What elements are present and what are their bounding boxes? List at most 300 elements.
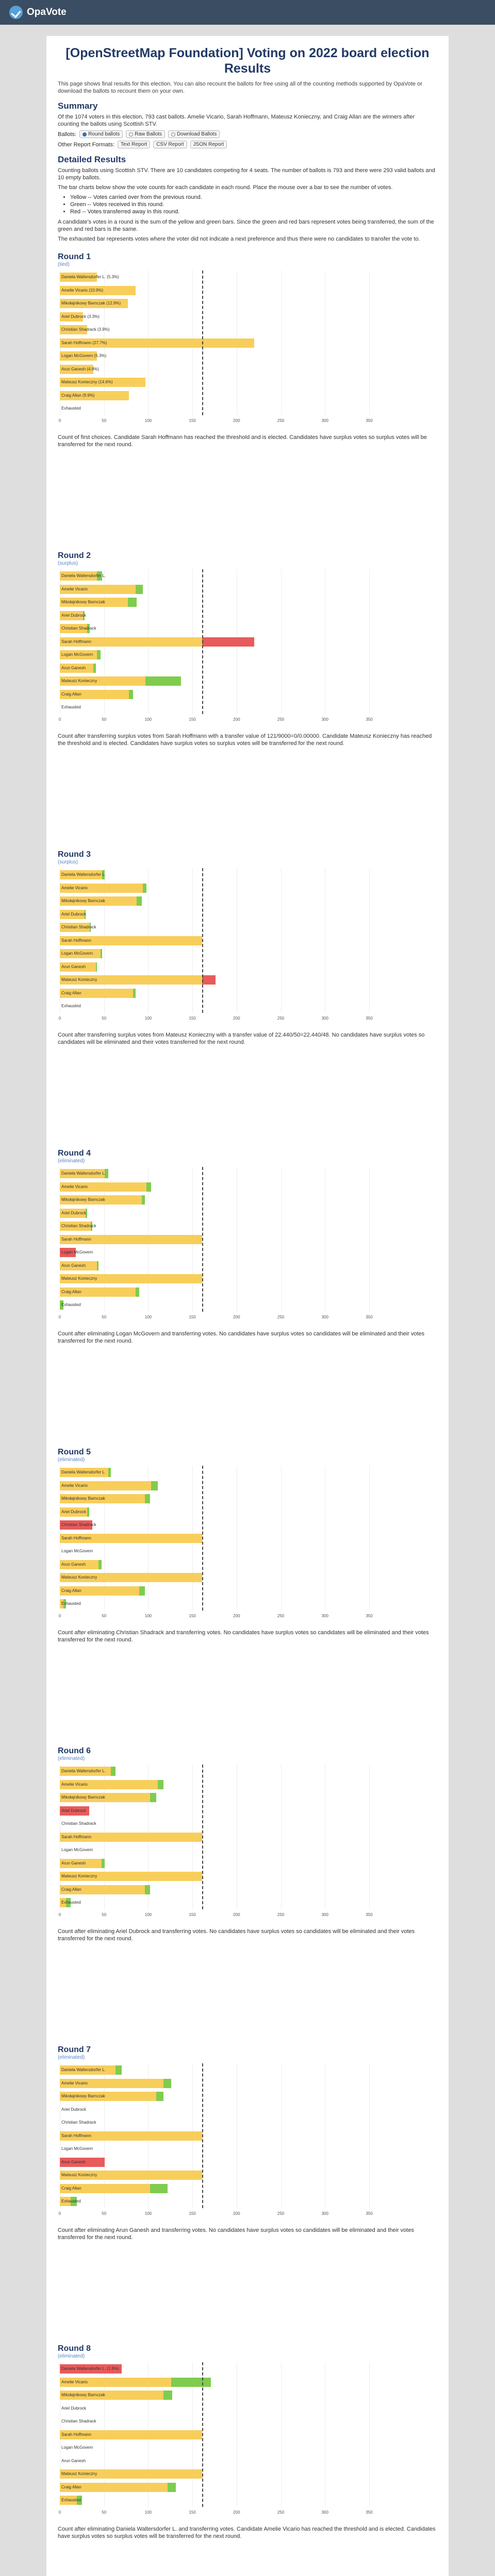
received-bar[interactable]	[158, 1780, 163, 1789]
candidate-label: Sarah Hoffmann	[61, 2432, 92, 2437]
received-bar[interactable]	[151, 1481, 158, 1490]
candidate-row	[60, 1466, 369, 1479]
candidate-row	[60, 1843, 369, 1857]
round-subtitle[interactable]: (tied)	[58, 262, 70, 267]
candidate-label: Mikołajnikowy Barnczak	[61, 600, 105, 604]
candidate-row	[60, 2376, 369, 2389]
opavote-logo-icon[interactable]	[9, 6, 23, 19]
candidate-row	[60, 973, 369, 987]
x-tick-label: 300	[321, 1912, 328, 1917]
x-tick-label: 150	[189, 1015, 196, 1021]
round-note: Count after eliminating Christian Shadrack and transferring votes. No candidates have surplus votes so candidates will be eliminated and their votes transferred for the next round.	[58, 1629, 429, 1643]
x-tick-label: 250	[277, 1314, 285, 1319]
x-tick-label: 50	[102, 2211, 107, 2216]
x-tick-label: 250	[277, 2211, 285, 2216]
candidate-label: Mateusz Konieczny	[61, 1276, 97, 1281]
candidate-row	[60, 297, 369, 310]
candidate-row	[60, 662, 369, 675]
page-title: [OpenStreetMap Foundation] Voting on 2022 board election Results	[65, 46, 430, 76]
received-bar[interactable]	[163, 2079, 171, 2088]
candidate-row	[60, 1558, 369, 1571]
gridline	[369, 2362, 370, 2507]
candidate-row	[60, 1817, 369, 1831]
candidate-row	[60, 1479, 369, 1493]
received-bar[interactable]	[150, 1793, 156, 1802]
candidate-label: Daniela Waltersdorfer L.	[61, 573, 106, 578]
received-bar[interactable]	[108, 1468, 111, 1477]
round-bar-chart	[58, 569, 373, 730]
round-section	[58, 544, 437, 843]
candidate-row	[60, 336, 369, 350]
summary-text: Of the 1074 voters in this election, 793 cast ballots. Amelie Vicario, Sarah Hoffmann, Mateusz Konieczny, and Craig Allan are the winners after counting the ballots using Scottish STV.	[58, 114, 415, 127]
candidate-row	[60, 999, 369, 1013]
candidate-label: Mateusz Konieczny	[61, 2173, 97, 2177]
x-tick-label: 250	[277, 717, 285, 722]
candidate-row	[60, 1167, 369, 1180]
x-tick-label: 300	[321, 2510, 328, 2515]
round-section	[58, 1440, 437, 1739]
round-section	[58, 2038, 437, 2337]
candidate-row	[60, 1857, 369, 1870]
candidate-row	[60, 2168, 369, 2182]
round-title: Round 2	[58, 551, 91, 560]
round-subtitle[interactable]: (surplus)	[58, 859, 78, 865]
round-section	[58, 1739, 437, 2038]
x-tick-label: 200	[233, 1314, 240, 1319]
candidate-label: Mateusz Konieczny (14.6%)	[61, 380, 113, 384]
candidate-row	[60, 1584, 369, 1598]
round-subtitle[interactable]: (eliminated)	[58, 2353, 85, 2359]
candidate-label: Craig Allan	[61, 2185, 81, 2191]
x-tick-label: 200	[233, 1613, 240, 1618]
received-bar[interactable]	[136, 1287, 139, 1297]
candidate-label: Amelie Vicario	[61, 2379, 88, 2384]
candidate-row	[60, 960, 369, 974]
ballots-row	[58, 130, 437, 138]
candidate-label: Craig Allan	[61, 1289, 81, 1294]
candidate-label: Logan McGovern	[61, 951, 93, 956]
candidate-label: Amelie Vicario	[61, 1782, 88, 1787]
ballots-label: Ballots:	[58, 131, 77, 138]
round-subtitle[interactable]: (eliminated)	[58, 1158, 85, 1164]
candidate-label: Craig Allan	[61, 2484, 81, 2489]
x-tick-label: 100	[144, 2211, 152, 2216]
received-bar[interactable]	[97, 650, 101, 659]
candidate-label: Ariel Dubrock	[61, 911, 87, 917]
received-bar[interactable]	[136, 585, 143, 594]
candidate-label: Exhausted	[61, 406, 81, 411]
candidate-label: Mikołajnikowy Barnczak	[61, 1795, 105, 1800]
x-tick-label: 100	[144, 418, 152, 423]
candidate-row	[60, 1193, 369, 1207]
round-title: Round 4	[58, 1149, 91, 1158]
x-tick-label: 50	[102, 1015, 107, 1021]
round-section	[58, 843, 437, 1142]
received-bar[interactable]	[98, 1560, 101, 1569]
x-tick-label: 300	[321, 1314, 328, 1319]
candidate-row	[60, 2388, 369, 2402]
candidate-label: Sarah Hoffmann	[61, 2133, 92, 2138]
gridline	[369, 1466, 370, 1611]
x-tick-label: 50	[102, 1314, 107, 1319]
x-tick-label: 350	[366, 1015, 373, 1021]
gridline	[369, 569, 370, 714]
x-tick-label: 250	[277, 418, 285, 423]
candidate-row	[60, 609, 369, 622]
candidate-row	[60, 2362, 369, 2376]
x-tick-label: 150	[189, 2510, 196, 2515]
candidate-row	[60, 389, 369, 402]
received-bar[interactable]	[145, 676, 181, 686]
candidate-label: Amelie Vicario (10.9%)	[61, 287, 104, 293]
candidate-label: Mateusz Konieczny	[61, 679, 97, 683]
x-tick-label: 300	[321, 1613, 328, 1618]
download-ballots-button[interactable]: Download Ballots	[168, 130, 220, 138]
candidate-label: Arun Ganesh (4.8%)	[61, 366, 99, 371]
candidate-label: Arun Ganesh	[61, 2159, 86, 2164]
candidate-row	[60, 596, 369, 609]
candidate-row	[60, 1571, 369, 1584]
candidate-row	[60, 1791, 369, 1804]
candidate-row	[60, 2481, 369, 2494]
round-note: Count after eliminating Arun Ganesh and transferring votes. No candidates have surplus votes so candidates will be eliminated and their votes transferred for the next round.	[58, 2227, 414, 2241]
candidate-label: Exhausted	[61, 2498, 81, 2502]
candidate-row	[60, 349, 369, 363]
candidate-label: Ariel Dubrock	[61, 1509, 87, 1514]
candidate-label: Sarah Hoffmann	[61, 1236, 92, 1242]
candidate-row	[60, 1492, 369, 1505]
round-title: Round 7	[58, 2045, 91, 2054]
x-tick-label: 100	[144, 1015, 152, 1021]
detailed-heading: Detailed Results	[58, 155, 126, 164]
gridline	[369, 1765, 370, 1909]
gridline	[369, 1167, 370, 1312]
transferred-bar[interactable]	[202, 975, 216, 985]
candidate-row	[60, 1505, 369, 1519]
received-bar[interactable]	[137, 896, 142, 906]
candidate-row	[60, 2129, 369, 2143]
candidate-label: Craig Allan	[61, 691, 81, 697]
x-tick-label: 350	[366, 2211, 373, 2216]
text-report-button[interactable]: Text Report	[118, 141, 150, 148]
candidate-label: Sarah Hoffmann	[61, 1535, 92, 1540]
received-bar[interactable]	[111, 1767, 116, 1776]
candidate-row	[60, 908, 369, 921]
detailed-p2: The bar charts below show the vote counts for each candidate in each round. Place the mouse over a bar to see the number of votes.	[58, 184, 393, 191]
rounds-container	[58, 245, 437, 2576]
candidate-label: Daniela Waltersdorfer L.	[61, 872, 106, 877]
x-tick-label: 150	[189, 2211, 196, 2216]
received-bar[interactable]	[96, 962, 97, 972]
round-note: Count of first choices. Candidate Sarah Hoffmann has reached the threshold and is elected. Candidates have surplus votes so surplus votes will be transferred for the next round.	[58, 434, 427, 448]
candidate-label: Mikołajnikowy Barnczak	[61, 899, 105, 903]
csv-report-button[interactable]: CSV Report	[153, 141, 187, 148]
candidate-label: Exhausted	[61, 705, 81, 709]
x-tick-label: 100	[144, 1314, 152, 1319]
received-bar[interactable]	[163, 2391, 172, 2400]
candidate-label: Logan McGovern	[61, 652, 93, 657]
candidate-label: Christian Shadrack	[61, 2120, 96, 2125]
candidate-row	[60, 921, 369, 934]
candidate-row	[60, 2077, 369, 2090]
received-bar[interactable]	[128, 598, 137, 607]
round-note: Count after eliminating Daniela Waltersdorfer L. and transferring votes. Candidate Amelie Vicario has reached the threshold and is elected. Candidates have surplus votes so surplus votes will be transferred for the next round.	[58, 2526, 436, 2539]
x-tick-label: 50	[102, 1912, 107, 1917]
candidate-row	[60, 1765, 369, 1778]
candidate-label: Arun Ganesh	[61, 964, 86, 969]
threshold-line	[202, 2063, 203, 2208]
candidate-label: Ariel Dubrock	[61, 1808, 87, 1813]
x-tick-label: 0	[58, 1015, 61, 1021]
candidate-row	[60, 1870, 369, 1883]
candidate-label: Sarah Hoffmann	[61, 639, 92, 644]
x-tick-label: 150	[189, 1912, 196, 1917]
threshold-line	[202, 569, 203, 714]
raw-ballots-button[interactable]: Raw Ballots	[126, 130, 165, 138]
candidate-label: Daniela Waltersdorfer L.	[61, 1769, 106, 1773]
candidate-row	[60, 1272, 369, 1285]
candidate-row	[60, 2195, 369, 2208]
candidate-row	[60, 2142, 369, 2156]
candidate-row	[60, 1285, 369, 1299]
x-tick-label: 100	[144, 717, 152, 722]
top-navbar	[0, 0, 495, 25]
round-bar-chart	[58, 1167, 373, 1327]
candidate-label: Daniela Waltersdorfer L. (5.3%)	[61, 275, 119, 279]
x-tick-label: 50	[102, 2510, 107, 2515]
round-bar-chart	[58, 1466, 373, 1626]
threshold-line	[202, 2362, 203, 2507]
radio-icon	[171, 132, 175, 137]
x-tick-label: 0	[58, 2211, 61, 2216]
candidate-row	[60, 2090, 369, 2103]
x-tick-label: 100	[144, 1613, 152, 1618]
candidate-label: Exhausted	[61, 1900, 81, 1905]
threshold-line	[202, 1765, 203, 1909]
received-bar[interactable]	[102, 1859, 105, 1868]
candidate-row	[60, 1883, 369, 1896]
x-tick-label: 0	[58, 717, 61, 722]
candidate-label: Daniela Waltersdorfer L.	[61, 1470, 106, 1475]
legend-item-yellow: • Yellow -- Votes carried over from the previous round.	[70, 194, 437, 201]
received-bar[interactable]	[156, 2092, 163, 2101]
received-bar[interactable]	[97, 1261, 98, 1270]
candidate-label: Mikołajnikowy Barnczak	[61, 1496, 105, 1501]
candidate-row	[60, 934, 369, 947]
x-tick-label: 250	[277, 1613, 285, 1618]
candidate-row	[60, 1298, 369, 1312]
gridline	[369, 2063, 370, 2208]
round-title: Round 1	[58, 252, 91, 261]
candidate-label: Arun Ganesh	[61, 665, 86, 670]
threshold-line	[202, 1167, 203, 1312]
candidate-label: Logan McGovern (5.3%)	[61, 353, 107, 358]
candidate-label: Ariel Dubrock	[61, 2405, 87, 2411]
candidate-label: Christian Shadrack	[61, 1821, 96, 1826]
received-bar[interactable]	[168, 2483, 175, 2492]
received-bar[interactable]	[146, 1182, 151, 1192]
candidate-label: Mateusz Konieczny	[61, 1874, 97, 1878]
formats-label: Other Report Formats:	[58, 141, 115, 148]
candidate-row	[60, 622, 369, 635]
candidate-row	[60, 310, 369, 324]
round-bar-chart	[58, 270, 373, 431]
transferred-bar[interactable]	[202, 637, 254, 647]
candidate-label: Daniela Waltersdorfer L.	[61, 2067, 106, 2072]
gridline	[369, 270, 370, 415]
received-bar[interactable]	[133, 989, 136, 998]
detailed-p4: The exhausted bar represents votes where the voter did not indicate a next preference and thus there were no candidates to transfer the vote to.	[58, 236, 420, 242]
candidate-label: Craig Allan	[61, 1887, 81, 1892]
x-tick-label: 300	[321, 2211, 328, 2216]
x-tick-label: 350	[366, 1613, 373, 1618]
candidate-label: Mikołajnikowy Barnczak	[61, 2393, 105, 2397]
round-title: Round 6	[58, 1747, 91, 1755]
candidate-label: Mikołajnikowy Barnczak (12.9%)	[61, 301, 121, 306]
candidate-row	[60, 1518, 369, 1532]
round-bar-chart	[58, 2063, 373, 2224]
x-tick-label: 50	[102, 1613, 107, 1618]
candidate-row	[60, 323, 369, 336]
round-title: Round 5	[58, 1448, 91, 1456]
candidate-label: Arun Ganesh	[61, 2458, 86, 2463]
round-section	[58, 245, 437, 544]
x-tick-label: 50	[102, 418, 107, 423]
intro-text: This page shows final results for this election. You can also recount the ballots for free using all of the counting methods supported by OpaVote or download the ballots to recount them on your own.	[58, 81, 422, 94]
candidate-label: Logan McGovern	[61, 1848, 93, 1852]
app-name[interactable]: OpaVote	[27, 7, 67, 18]
candidate-label: Craig Allan (9.9%)	[61, 393, 95, 398]
candidate-label: Sarah Hoffmann	[61, 1834, 92, 1839]
x-tick-label: 200	[233, 2211, 240, 2216]
summary-heading: Summary	[58, 101, 98, 111]
candidate-row	[60, 583, 369, 596]
candidate-label: Exhausted	[61, 1302, 81, 1307]
candidate-row	[60, 2428, 369, 2442]
candidate-label: Ariel Dubrock (3.3%)	[61, 314, 100, 319]
candidate-row	[60, 1259, 369, 1273]
formats-row	[58, 141, 437, 148]
candidate-label: Mateusz Konieczny	[61, 2471, 97, 2476]
x-tick-label: 350	[366, 1314, 373, 1319]
candidate-row	[60, 1219, 369, 1233]
candidate-label: Logan McGovern	[61, 2146, 93, 2151]
candidate-label: Amelie Vicario	[61, 1483, 88, 1488]
round-note: Count after eliminating Logan McGovern and transferring votes. No candidates have surplus votes so candidates will be eliminated and their votes transferred for the next round.	[58, 1330, 425, 1344]
round-bar-chart	[58, 1765, 373, 1925]
round-section	[58, 1142, 437, 1440]
candidate-label: Sarah Hoffmann	[61, 938, 92, 943]
candidate-label: Christian Shadrack	[61, 1224, 96, 1228]
candidate-row	[60, 868, 369, 882]
candidate-row	[60, 363, 369, 376]
candidate-label: Amelie Vicario	[61, 2080, 88, 2086]
candidate-row	[60, 1896, 369, 1909]
candidate-row	[60, 1233, 369, 1246]
candidate-label: Arun Ganesh	[61, 1263, 86, 1268]
received-bar[interactable]	[129, 690, 134, 699]
received-bar[interactable]	[142, 1195, 144, 1205]
candidate-label: Christian Shadrack	[61, 626, 96, 631]
x-tick-label: 250	[277, 1015, 285, 1021]
x-tick-label: 200	[233, 418, 240, 423]
candidate-row	[60, 635, 369, 649]
threshold-line	[202, 1466, 203, 1611]
received-bar[interactable]	[150, 2184, 168, 2193]
json-report-button[interactable]: JSON Report	[190, 141, 227, 148]
candidate-row	[60, 2103, 369, 2116]
received-bar[interactable]	[143, 884, 146, 893]
candidate-label: Christian Shadrack	[61, 1522, 96, 1527]
candidate-row	[60, 2467, 369, 2481]
candidate-row	[60, 376, 369, 389]
candidate-row	[60, 270, 369, 284]
candidate-row	[60, 284, 369, 297]
received-bar[interactable]	[101, 949, 102, 958]
candidate-label: Mikołajnikowy Barnczak	[61, 1197, 105, 1202]
candidate-label: Christian Shadrack	[61, 2419, 96, 2424]
received-bar[interactable]	[145, 1494, 150, 1503]
candidate-row	[60, 882, 369, 895]
legend-item-green: • Green -- Votes received in this round.	[70, 201, 437, 208]
x-tick-label: 200	[233, 717, 240, 722]
gridline	[369, 868, 370, 1013]
candidate-row	[60, 2415, 369, 2428]
x-tick-label: 200	[233, 2510, 240, 2515]
x-tick-label: 250	[277, 1912, 285, 1917]
received-bar[interactable]	[139, 1586, 144, 1596]
candidate-label: Mateusz Konieczny	[61, 977, 97, 982]
candidate-row	[60, 1545, 369, 1558]
candidate-label: Amelie Vicario	[61, 1184, 88, 1189]
round-subtitle[interactable]: (eliminated)	[58, 2055, 85, 2060]
legend-item-red: • Red -- Votes transferred away in this round.	[70, 208, 437, 215]
candidate-label: Christian Shadrack (3.9%)	[61, 327, 110, 332]
x-tick-label: 200	[233, 1015, 240, 1021]
received-bar[interactable]	[145, 1885, 150, 1894]
candidate-row	[60, 2494, 369, 2507]
candidate-label: Sarah Hoffmann (27.7%)	[61, 340, 107, 345]
candidate-row	[60, 1597, 369, 1611]
received-bar[interactable]	[171, 2378, 211, 2387]
round-ballots-button[interactable]: Round ballots	[79, 130, 123, 138]
x-tick-label: 0	[58, 2510, 61, 2515]
candidate-row	[60, 2156, 369, 2169]
round-subtitle[interactable]: (surplus)	[58, 561, 78, 566]
x-tick-label: 0	[58, 1314, 61, 1319]
detailed-p1: Counting ballots using Scottish STV. There are 10 candidates competing for 4 seats. The number of ballots is 793 and there were 293 valid ballots and 10 empty ballots.	[58, 167, 435, 181]
candidate-label: Logan McGovern	[61, 1250, 93, 1255]
legend-list	[70, 194, 437, 215]
threshold-line	[202, 868, 203, 1013]
round-subtitle[interactable]: (eliminated)	[58, 1457, 85, 1463]
radio-icon	[129, 132, 133, 137]
received-bar[interactable]	[93, 664, 96, 673]
round-subtitle[interactable]: (eliminated)	[58, 1756, 85, 1761]
x-tick-label: 0	[58, 418, 61, 423]
candidate-label: Exhausted	[61, 2199, 81, 2204]
threshold-line	[202, 270, 203, 415]
round-note: Count after transferring surplus votes from Mateusz Konieczny with a transfer value of 22.440/50=22.440/48. No candidates have surplus votes so candidates will be eliminated and their votes transferred for the next round.	[58, 1031, 425, 1045]
radio-icon	[82, 132, 87, 137]
candidate-label: Craig Allan	[61, 1588, 81, 1593]
candidate-row	[60, 1804, 369, 1818]
candidate-row	[60, 1831, 369, 1844]
received-bar[interactable]	[116, 2065, 122, 2075]
candidate-label: Logan McGovern	[61, 2445, 93, 2450]
candidate-label: Ariel Dubrock	[61, 1210, 87, 1215]
received-bar[interactable]	[87, 1507, 89, 1517]
